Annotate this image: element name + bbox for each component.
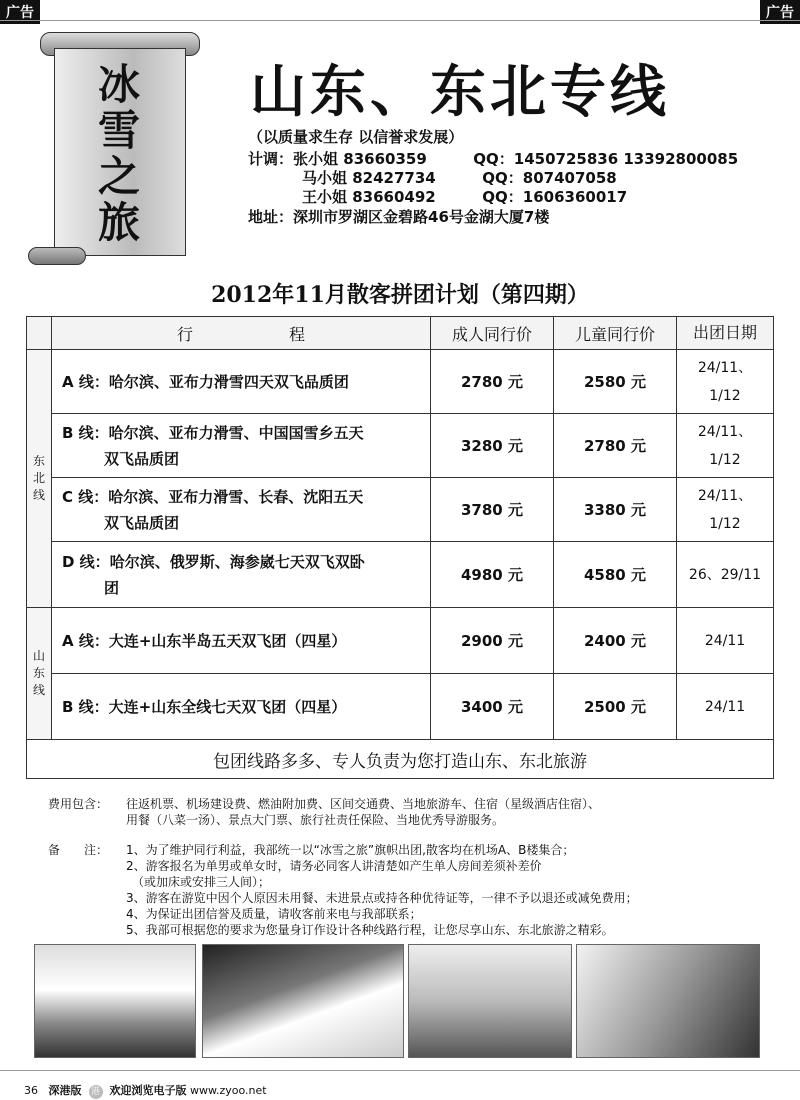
header-route: 行 程: [52, 317, 431, 350]
child-price: 2580 元: [554, 350, 677, 414]
photo-skyline: [576, 944, 760, 1058]
adult-price: 4980 元: [431, 542, 554, 608]
route-code: D 线：: [62, 552, 110, 571]
route-line-2: 双飞品质团: [104, 449, 180, 468]
date-line: 24/11、: [697, 359, 753, 376]
route-line: 哈尔滨、亚布力滑雪、中国国雪乡五天: [108, 423, 364, 442]
date-line: 24/11、: [697, 423, 753, 440]
adult-price: 2780 元: [431, 350, 554, 414]
qq-number: 1450725836 13392800085: [513, 150, 739, 168]
table-row: [27, 608, 774, 674]
route-line-2: 团: [104, 578, 120, 597]
child-price: 2500 元: [554, 674, 677, 740]
date-cell: 26、29/11: [677, 542, 774, 608]
scroll-roll-bottom: [28, 247, 86, 265]
ad-tag-left: 广告: [0, 0, 40, 24]
table-row: [27, 542, 774, 608]
contact-tel: 83660492: [352, 188, 436, 206]
table-footer-text: 包团线路多多、专人负责为您打造山东、东北旅游: [27, 740, 774, 779]
logo-scroll: [18, 32, 198, 264]
date-line: 1/12: [709, 387, 741, 404]
adult-price: 3780 元: [431, 478, 554, 542]
logo-char: 之: [97, 152, 140, 201]
fees-line: 用餐（八菜一汤）、景点大门票、旅行社责任保险、当地优秀导游服务。: [126, 813, 505, 827]
adult-price: 3400 元: [431, 674, 554, 740]
header-date: 出团日期: [677, 317, 774, 350]
adult-price: 3280 元: [431, 414, 554, 478]
region-shandong: 山东线: [27, 608, 52, 740]
qq-label: QQ：: [482, 169, 523, 187]
route-code: C 线：: [62, 487, 109, 506]
address: 地址：深圳市罗湖区金碧路46号金湖大厦7楼: [248, 208, 550, 226]
remark-item: 4、为保证出团信誉及质量，请收客前来电与我部联系；: [126, 907, 422, 921]
table-row: [27, 414, 774, 478]
route-code: B 线：: [62, 423, 109, 442]
photo-skier: [202, 944, 404, 1058]
header-adult-price: 成人同行价: [431, 317, 554, 350]
remarks-label: 备 注：: [48, 843, 109, 857]
remark-item: 2、游客报名为单男或单女时，请务必同客人讲清楚如产生单人房间差须补差价: [126, 859, 542, 873]
date-cell: [677, 414, 774, 478]
date-line: 24/11、: [697, 487, 753, 504]
fees-label: 费用包含：: [48, 797, 109, 811]
table-row: [27, 350, 774, 414]
footer-url[interactable]: www.zyoo.net: [190, 1084, 267, 1097]
logo-char: 旅: [97, 198, 140, 247]
child-price: 4580 元: [554, 542, 677, 608]
qq-label: QQ：: [482, 188, 523, 206]
remark-item: （或加床或安排三人间）；: [126, 875, 271, 889]
date-line: 1/12: [709, 515, 741, 532]
route-cell: [52, 674, 431, 740]
motto: （以质量求生存 以信誉求发展）: [248, 128, 464, 146]
date-line: 1/12: [709, 451, 741, 468]
edition-badge: 港: [89, 1085, 103, 1099]
route-cell: [52, 542, 431, 608]
logo-char: 雪: [97, 106, 140, 155]
edition-label: 深港版: [48, 1084, 82, 1097]
contact-tel: 83660359: [343, 150, 427, 168]
footer-text: 欢迎浏览电子版: [109, 1084, 187, 1097]
adult-price: 2900 元: [431, 608, 554, 674]
fees-line: 往返机票、机场建设费、燃油附加费、区间交通费、当地旅游车、住宿（星级酒店住宿）、: [126, 797, 601, 811]
route-cell: [52, 478, 431, 542]
table-row: [27, 478, 774, 542]
route-cell: [52, 608, 431, 674]
remark-item: 5、我部可根据您的要求为您量身订作设计各种线路行程，让您尽享山东、东北旅游之精彩。: [126, 923, 614, 937]
contact-label: 计调：: [248, 150, 294, 168]
remark-item: 1、为了维护同行利益，我部统一以“冰雪之旅”旗帜出团,散客均在机场A、B楼集合；: [126, 843, 575, 857]
table-header-row: [27, 317, 774, 350]
region-northeast: 东北线: [27, 350, 52, 608]
qq-number: 807407058: [522, 169, 617, 187]
route-cell: [52, 414, 431, 478]
route-line: 哈尔滨、亚布力滑雪、长春、沈阳五天: [108, 487, 364, 506]
contact-row: [248, 148, 738, 169]
route-line: 大连+山东半岛五天双飞团（四星）: [108, 631, 347, 650]
contact-name: 张小姐: [293, 150, 339, 168]
table-footer-row: [27, 740, 774, 779]
route-line-2: 双飞品质团: [104, 513, 180, 532]
route-code: A 线：: [62, 631, 109, 650]
child-price: 3380 元: [554, 478, 677, 542]
plan-title: 2012年11月散客拼团计划（第四期）: [211, 282, 589, 308]
table-row: [27, 674, 774, 740]
route-cell: [52, 350, 431, 414]
page-footer: [24, 1082, 267, 1099]
contact-name: 马小姐: [302, 169, 348, 187]
route-line: 哈尔滨、俄罗斯、海参崴七天双飞双卧: [109, 552, 365, 571]
photo-cathedral: [34, 944, 196, 1058]
contact-row: [302, 167, 617, 188]
logo-char: 冰: [97, 60, 140, 109]
bottom-divider: [0, 1070, 800, 1071]
header-child-price: 儿童同行价: [554, 317, 677, 350]
logo-text: [54, 62, 184, 246]
date-cell: 24/11: [677, 674, 774, 740]
date-cell: [677, 350, 774, 414]
contact-row: [302, 186, 627, 207]
date-cell: [677, 478, 774, 542]
route-code: B 线：: [62, 697, 109, 716]
route-line: 哈尔滨、亚布力滑雪四天双飞品质团: [108, 372, 349, 391]
ad-tag-right: 广告: [760, 0, 800, 24]
route-code: A 线：: [62, 372, 109, 391]
child-price: 2400 元: [554, 608, 677, 674]
headline: 山东、东北专线: [250, 59, 670, 125]
contact-name: 王小姐: [302, 188, 348, 206]
header-blank: [27, 317, 52, 350]
route-line: 大连+山东全线七天双飞团（四星）: [108, 697, 347, 716]
photo-palace: [408, 944, 572, 1058]
remark-item: 3、游客在游览中因个人原因未用餐、未进景点或持各种优待证等，一律不予以退还或减免费用；: [126, 891, 638, 905]
top-divider: [0, 20, 800, 21]
page-number: 36: [24, 1084, 38, 1097]
qq-label: QQ：: [473, 150, 514, 168]
qq-number: 1606360017: [522, 188, 628, 206]
date-cell: 24/11: [677, 608, 774, 674]
schedule-table: [26, 316, 774, 779]
child-price: 2780 元: [554, 414, 677, 478]
contact-tel: 82427734: [352, 169, 436, 187]
